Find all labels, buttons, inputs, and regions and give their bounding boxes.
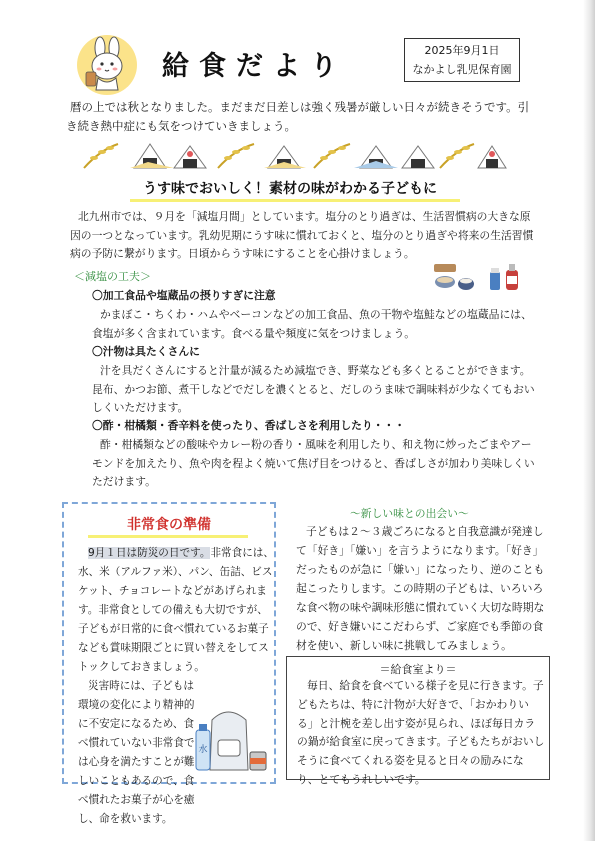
rabbit-mascot-icon — [76, 34, 138, 96]
rice-ear-icon — [440, 144, 474, 168]
issue-date: 2025年9月1日 — [424, 44, 500, 57]
rice-ear-icon — [84, 144, 118, 168]
rice-ball-icon — [130, 144, 174, 168]
rice-ball-icon — [402, 146, 434, 168]
page-title: 給食だより — [162, 51, 347, 82]
emergency-paragraph — [78, 544, 274, 677]
section-body: 北九州市では、９月を「減塩月間」としています。塩分のとり過ぎは、生活習慣病の大きな原因の一つとなっています。乳幼児期にうす味に慣れておくと、塩分のとり過ぎや将来の生活習慣病の予防に繋がります。日頃からうす味にすることを心掛けましょう。 — [70, 210, 534, 261]
page-edge-shadow — [583, 0, 595, 841]
emergency-title-highlight — [88, 535, 248, 538]
canned-food-icon — [250, 752, 266, 770]
emergency-food-box — [62, 502, 276, 825]
salt-shaker-icon — [490, 268, 500, 290]
rice-divider-illustration — [78, 138, 508, 172]
rice-ear-icon — [218, 144, 254, 168]
rice-ball-icon — [354, 146, 398, 168]
tip-heading: 〇加工食品や塩蔵品の摂りすぎに注意 — [92, 289, 276, 302]
date-box — [404, 38, 520, 82]
organization-name: なかよし乳児保育園 — [412, 63, 512, 76]
salt-reduction-label: ＜減塩の工夫＞ — [74, 270, 151, 283]
rice-ball-icon — [478, 146, 506, 168]
tip-body: かまぼこ・ちくわ・ハムやベーコンなどの加工食品、魚の干物や塩鮭などの塩蔵品には、食塩が多く含まれています。食べる量や頻度に気をつけましょう。 — [92, 308, 532, 340]
tip-heading: 〇汁物は具たくさんに — [92, 345, 200, 358]
rice-ball-icon — [174, 146, 206, 168]
emergency-paragraph-rest: 非常食には、水、米（アルファ米）、パン、缶詰、ビスケット、チョコレートなどがあげられます。非常食としての備えも大切ですが、子どもが日常的に食べ慣れているお菓子なども賞味期限ごとに買い替えをしてストックしておきましょう。 — [78, 547, 274, 673]
water-label: 水 — [198, 745, 208, 755]
rice-ear-icon — [314, 144, 350, 168]
tip-body: 汁を具だくさんにすると汁量が減るため減塩でき、野菜なども多くとることができます。昆布、かつお節、煮干しなどでだしを濃くとると、だしのうま味で調味料が少なくてもおいしくいただけます。 — [92, 364, 535, 415]
kitchen-note-body: 毎日、給食を食べている様子を見に行きます。子どもたちは、特に汁物が大好きで、「おかわりいる」と汁椀を差し出す姿が見られ、ほぼ毎日カラの鍋が給食室に戻ってきます。子どもたちがおいしそうに食べてくれる姿を見ると日々の励みになり、とてもうれしいです。 — [297, 679, 545, 786]
kitchen-note-box — [286, 656, 550, 786]
intro-text: 暦の上では秋となりました。まだまだ日差しは強く残暑が厳しい日々が続きそうです。引き続き熱中症にも気をつけていきましょう。 — [66, 100, 530, 133]
new-taste-title: ～新しい味との出会い～ — [350, 507, 469, 520]
emergency-paragraph: 災害時には、子どもは環境の変化により精神的に不安定になるため、食べ慣れていない非常食では心身を満たすことが難しいこともあるので、食べ慣れたお菓子が心を癒し、命を救います。 — [78, 680, 195, 825]
meal-tray-icon — [434, 264, 474, 290]
meal-and-seasoning-illustration — [432, 256, 522, 296]
backpack-icon — [210, 712, 248, 770]
soy-sauce-bottle-icon — [506, 264, 518, 290]
section-title-highlight — [130, 199, 460, 202]
emergency-supplies-illustration — [194, 700, 274, 780]
new-taste-body: 子どもは２～３歳ごろになると自我意識が発達して「好き」「嫌い」を言うようになります。「好き」だったものが急に「嫌い」になったり、逆のことも起こったりします。この時期の子どもは、いろいろな食べ物の味や調味形態に慣れていく大切な時期なので、好き嫌いにこだわらず、ご家庭でも季節の食材を使い、新しい味に挑戦してみましょう。 — [296, 525, 545, 652]
tip-body: 酢・柑橘類などの酸味やカレー粉の香り・風味を利用したり、和え物に炒ったごまやアーモンドを加えたり、魚や肉を程よく焼いて焦げ目をつけると、香ばしさが加わり美味しくいただけます。 — [92, 438, 535, 489]
tip-heading: 〇酢・柑橘類・香辛料を使ったり、香ばしさを利用したり・・・ — [92, 419, 406, 432]
rice-ball-icon — [264, 146, 306, 168]
emergency-food-title: 非常食の準備 — [127, 517, 211, 533]
emergency-food-text — [78, 544, 274, 829]
water-bottle-icon — [196, 724, 210, 770]
disaster-day-highlight: 9月１日は防災の日です。 — [88, 547, 211, 559]
kitchen-note-title: ＝給食室より＝ — [379, 663, 457, 676]
section-title: うす味でおいしく！素材の味がわかる子どもに — [143, 181, 437, 197]
